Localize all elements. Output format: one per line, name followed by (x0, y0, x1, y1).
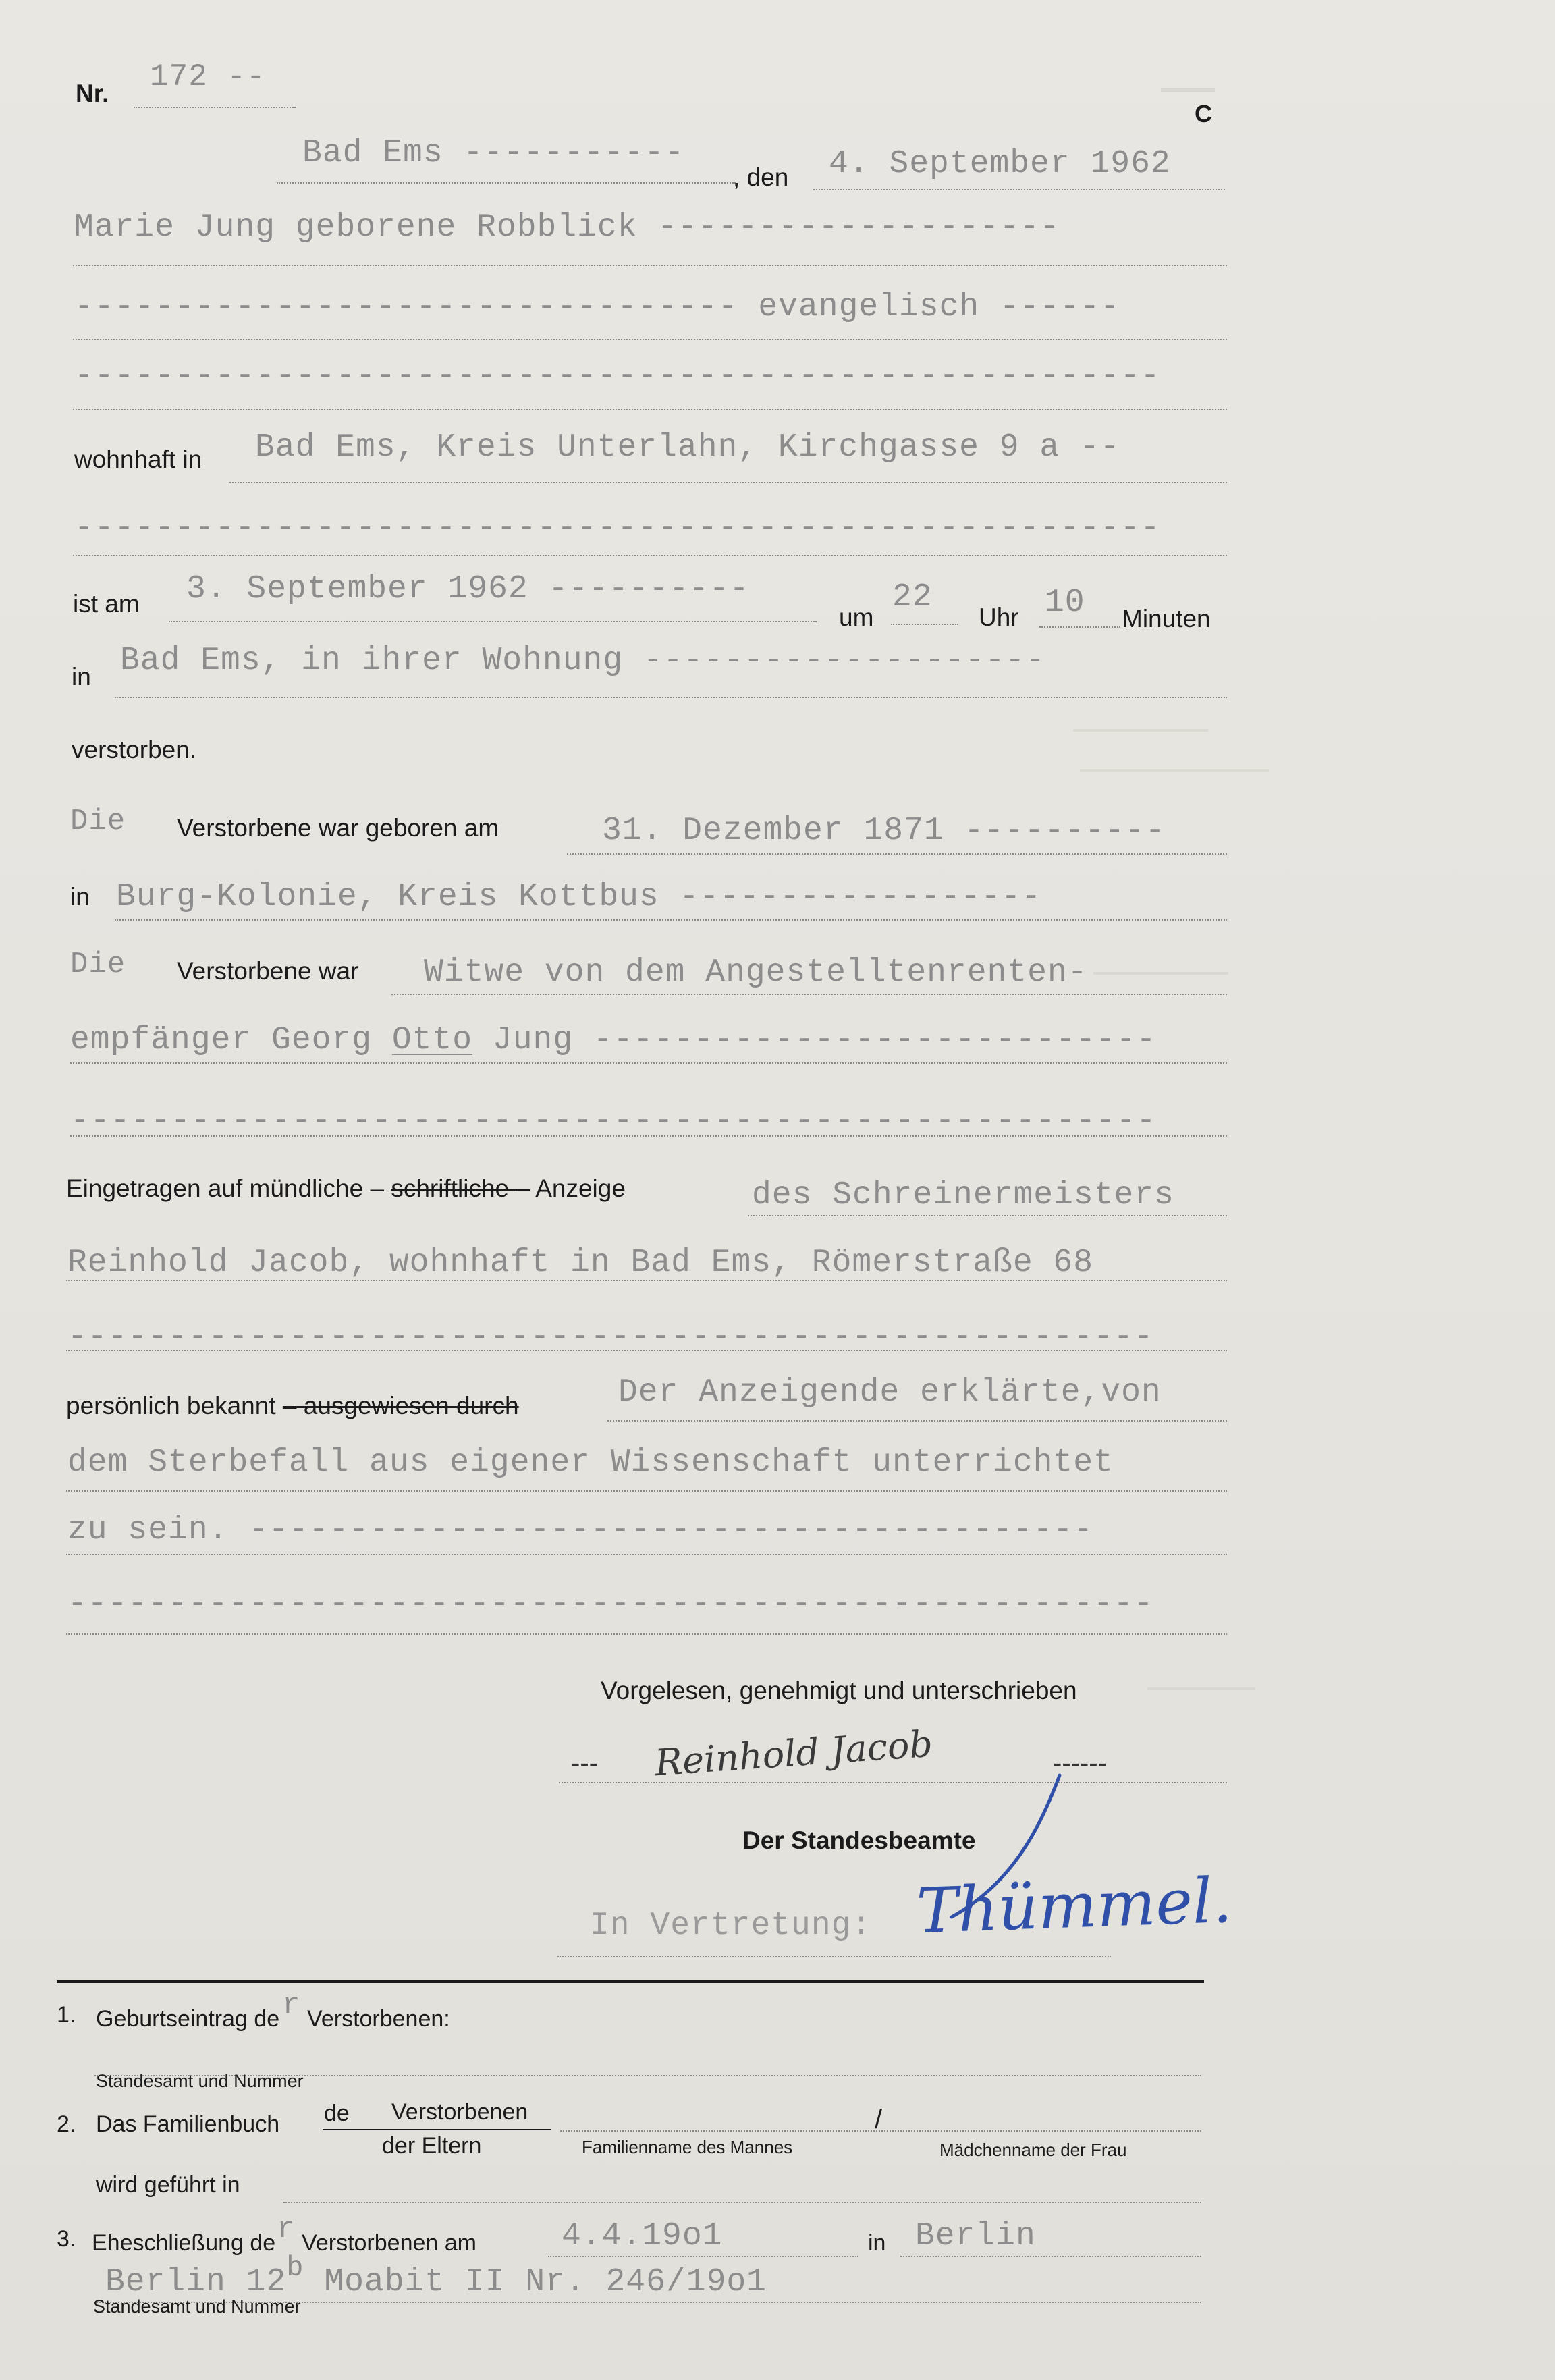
death-in-label: in (72, 663, 91, 691)
anzeige-label: Eingetragen auf mündliche – schriftliche – Anzeige (66, 1174, 626, 1202)
item2-verstorbenen: Verstorbenen (391, 2099, 528, 2125)
deceased-name: Marie Jung geborene Robblick -------------------- (74, 209, 1060, 246)
residence-underline-2 (73, 555, 1227, 556)
birth-place-line (115, 919, 1227, 921)
item1-number: 1. (57, 2002, 76, 2028)
registry-date: 4. September 1962 (829, 146, 1171, 182)
death-minute-line (1039, 626, 1120, 628)
informant-line3: ------------------------------------------------------ (67, 1319, 1154, 1355)
die-prefix-1: Die (70, 805, 126, 838)
verstorben-label: verstorben. (72, 736, 197, 763)
blank-line-1: ------------------------------------------------------ (74, 358, 1161, 394)
identity-label: persönlich bekannt – ausgewiesen durch (66, 1392, 519, 1419)
um-label: um (839, 603, 874, 631)
informant-underline-3 (66, 1350, 1227, 1351)
registry-place-line (277, 182, 736, 184)
death-date: 3. September 1962 ---------- (186, 571, 750, 607)
residence-line (229, 482, 1227, 483)
item3-in: in (868, 2230, 886, 2256)
marriage-place-line (900, 2256, 1201, 2257)
wohnhaft-label: wohnhaft in (74, 445, 202, 473)
registry-date-line (813, 189, 1225, 190)
entry-number: 172 -- (150, 59, 266, 94)
item3-number: 3. (57, 2226, 76, 2252)
marriage-place: Berlin (915, 2218, 1036, 2254)
marital-status-line3: ------------------------------------------------------ (70, 1103, 1157, 1139)
item2-eltern: der Eltern (382, 2133, 482, 2159)
blank-underline-1 (73, 409, 1227, 410)
birth-date: 31. Dezember 1871 ---------- (602, 813, 1166, 849)
item2-frau: Mädchenname der Frau (939, 2140, 1127, 2160)
death-hour: 22 (892, 579, 933, 616)
read-approved-text: Vorgelesen, genehmigt und unterschrieben (601, 1677, 1077, 1704)
identity-underline-4 (66, 1633, 1227, 1635)
identity-line4: ------------------------------------------------------ (67, 1586, 1154, 1623)
item2-label: Das Familienbuch (96, 2111, 280, 2137)
substitute-line (557, 1956, 1111, 1957)
marriage-registry: Berlin 12b Moabit II Nr. 246/19o1 (105, 2252, 767, 2300)
death-hour-line (891, 624, 958, 625)
marital-status-underline-3 (70, 1135, 1227, 1137)
informant-signature-prefix: --- (571, 1748, 598, 1778)
birth-in-label: in (70, 883, 90, 911)
die-prefix-2: Die (70, 948, 126, 981)
item2-de: de (324, 2101, 350, 2126)
residence: Bad Ems, Kreis Unterlahn, Kirchgasse 9 a -- (255, 429, 1120, 466)
registry-place: Bad Ems ----------- (302, 135, 685, 171)
verstorbene-war-label: Verstorbene war (177, 957, 359, 985)
item3-label: Eheschließung der Verstorbenen am (92, 2213, 476, 2256)
death-minute: 10 (1045, 585, 1085, 621)
identity-line3: zu sein. ------------------------------------------ (67, 1512, 1094, 1548)
informant-signature: Reinhold Jacob (653, 1722, 934, 1785)
registrar-signature-flourish (904, 1755, 1080, 1944)
death-place-line (115, 697, 1227, 698)
death-date-line (169, 621, 817, 622)
death-place: Bad Ems, in ihrer Wohnung -------------------- (120, 643, 1046, 679)
substitute-label: In Vertretung: (590, 1908, 872, 1944)
marital-status-underline-2 (70, 1062, 1227, 1064)
ist-am-label: ist am (73, 590, 140, 618)
identity-underline-1 (607, 1420, 1227, 1422)
marriage-date-line (548, 2256, 858, 2257)
marital-status-underline-1 (391, 994, 1227, 995)
item1-label: Geburtseintrag der Verstorbenen: (96, 1989, 450, 2032)
marital-status-line1: Witwe von dem Angestelltenrenten- (424, 954, 1088, 991)
uhr-label: Uhr (979, 603, 1019, 631)
residence-line2: ------------------------------------------------------ (74, 510, 1161, 547)
item2-wird-line (283, 2202, 1201, 2203)
item3-sub-label: Standesamt und Nummer (93, 2296, 301, 2317)
footer-separator (57, 1980, 1204, 1983)
identity-underline-2 (66, 1490, 1227, 1492)
identity-line2: dem Sterbefall aus eigener Wissenschaft unterrichtet (67, 1444, 1114, 1481)
nr-label: Nr. (76, 80, 109, 107)
entry-number-line (134, 107, 296, 108)
marital-status-line2: empfänger Georg Otto Jung ---------------------------- (70, 1022, 1157, 1058)
item2-mann: Familienname des Mannes (582, 2137, 793, 2157)
minuten-label: Minuten (1122, 605, 1211, 632)
den-label: , den (733, 163, 789, 191)
deceased-name-line (73, 265, 1227, 266)
informant-underline-2 (66, 1280, 1227, 1281)
registrar-signature: Thümmel. (915, 1864, 1234, 1948)
item1-sub-label: Standesamt und Nummer (96, 2071, 304, 2091)
informant-underline-1 (748, 1215, 1227, 1216)
birth-date-line (567, 853, 1227, 855)
informant-line1: des Schreinermeisters (752, 1177, 1174, 1214)
item2-number: 2. (57, 2111, 76, 2137)
religion-underline (73, 339, 1227, 340)
identity-underline-3 (66, 1554, 1227, 1555)
geboren-label: Verstorbene war geboren am (177, 814, 499, 842)
birth-place: Burg-Kolonie, Kreis Kottbus ------------------ (116, 879, 1042, 915)
informant-signature-suffix: ------ (1053, 1748, 1107, 1778)
item2-wird: wird geführt in (96, 2172, 240, 2198)
identity-line1: Der Anzeigende erklärte,von (618, 1374, 1162, 1411)
informant-signature-line (559, 1782, 1227, 1783)
item2-fraction-line (323, 2129, 551, 2130)
informant-line2: Reinhold Jacob, wohnhaft in Bad Ems, Römerstraße 68 (67, 1245, 1094, 1281)
registrar-label: Der Standesbeamte (742, 1827, 976, 1854)
item2-slash: / (875, 2105, 883, 2134)
corner-letter: C (1195, 100, 1212, 128)
marriage-date: 4.4.19o1 (562, 2218, 723, 2254)
religion-line: --------------------------------- evangelisch ------ (74, 289, 1120, 325)
